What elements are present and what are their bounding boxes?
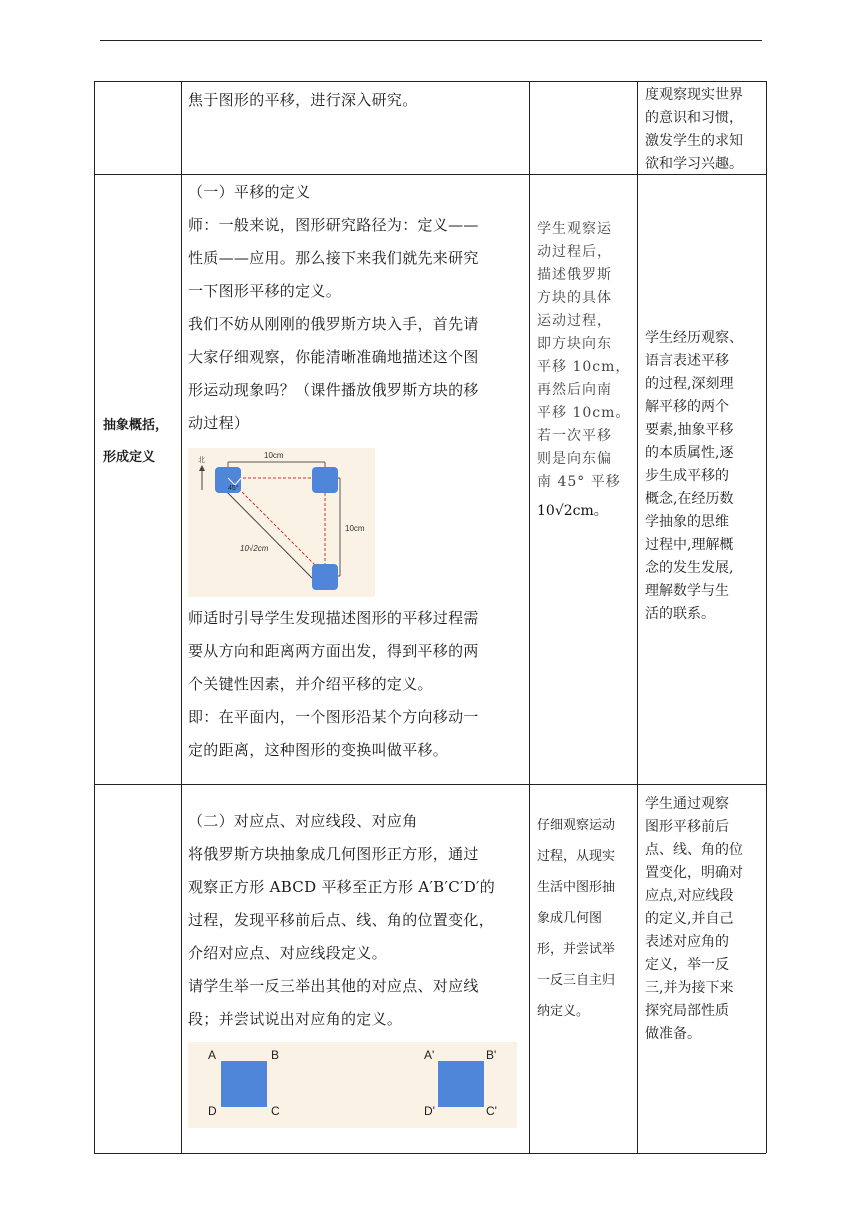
- text-line: 动过程）: [188, 414, 250, 432]
- text-line: 再然后向南: [537, 382, 612, 398]
- top-distance-label: 10cm: [264, 451, 284, 460]
- text-line: 表述对应角的: [645, 934, 729, 950]
- square-abcd: [221, 1061, 267, 1107]
- header-rule: [100, 40, 762, 41]
- text-line: 的定义,并自己: [645, 911, 734, 927]
- text-line: 念的发生发展,: [645, 560, 734, 576]
- text-line: 度观察现实世界: [645, 87, 743, 103]
- text-line: 师适时引导学生发现描述图形的平移过程需: [188, 609, 479, 627]
- table-border-top: [94, 81, 766, 82]
- row2-student-activity: [537, 218, 635, 523]
- north-arrow-head: [199, 465, 205, 471]
- text-line: 过程，从现实: [537, 849, 616, 864]
- text-line: 的意识和习惯，: [645, 110, 743, 126]
- table-border-bottom: [94, 1153, 766, 1154]
- row2-stage-label: [103, 410, 179, 474]
- row1-intent-text: [645, 84, 763, 176]
- text-line: 请学生举一反三举出其他的对应点、对应线: [188, 977, 479, 995]
- text-line: 即方块向东: [537, 336, 612, 352]
- text-line: 10√2cm。: [537, 503, 608, 519]
- text-line: 定义，举一反: [645, 957, 729, 973]
- col-divider-3: [637, 81, 638, 1153]
- text-line: 三,并为接下来: [645, 980, 734, 996]
- text-line: 学生通过观察: [645, 796, 729, 812]
- row3-student-activity: [537, 810, 633, 1027]
- text-line: 段；并尝试说出对应角的定义。: [188, 1010, 403, 1028]
- angle-label: 45°: [228, 485, 239, 492]
- text-line: 形，并尝试举: [537, 942, 616, 957]
- text-line: 的过程,深刻理: [645, 376, 734, 392]
- diagonal-path: [228, 478, 325, 575]
- text-line: 理解数学与生: [645, 583, 729, 599]
- text-line: 描述俄罗斯: [537, 267, 612, 283]
- text-line: 要从方向和距离两方面出发，得到平移的两: [188, 642, 479, 660]
- text-line: 介绍对应点、对应线段定义。: [188, 944, 387, 962]
- row3-main-text: [188, 805, 526, 1036]
- text-line: 动过程后，: [537, 244, 612, 260]
- text-line: 若一次平移: [537, 428, 612, 444]
- text-line: 性质——应用。那么接下来我们就先来研究: [188, 249, 479, 267]
- text-line: 一下图形平移的定义。: [188, 282, 342, 300]
- text-line: 形运动现象吗？（课件播放俄罗斯方块的移: [188, 381, 479, 399]
- vertex-label-a: A: [208, 1048, 217, 1062]
- text-line: 平移 10cm。: [537, 405, 631, 421]
- text-line: 仔细观察运动: [537, 818, 616, 833]
- text-line: 平移 10cm，: [537, 359, 631, 375]
- text-line: 激发学生的求知: [645, 133, 743, 149]
- text-line: 欲和学习兴趣。: [645, 156, 743, 172]
- text-line: 大家仔细观察，你能清晰准确地描述这个图: [188, 348, 479, 366]
- text-line: 探究局部性质: [645, 1003, 729, 1019]
- text-line: 应点,对应线段: [645, 888, 734, 904]
- text-line: 焦于图形的平移，进行深入研究。: [188, 91, 418, 109]
- row1-main-text: [188, 84, 524, 117]
- text-line: 点、线、角的位: [645, 842, 743, 858]
- text-line: 一反三自主归: [537, 973, 616, 988]
- text-line: 解平移的两个: [645, 399, 729, 415]
- text-line: 即：在平面内，一个图形沿某个方向移动一: [188, 708, 479, 726]
- text-line: 步生成平移的: [645, 468, 729, 484]
- text-line: 个关键性因素，并介绍平移的定义。: [188, 675, 433, 693]
- north-label: 北: [198, 457, 205, 464]
- col-divider-2: [529, 81, 530, 1153]
- translation-diagram: [188, 448, 375, 597]
- text-line: 抽象概括，: [103, 418, 169, 433]
- row-divider-2: [94, 784, 766, 785]
- text-line: 学抽象的思维: [645, 514, 729, 530]
- text-line: 南 45° 平移: [537, 474, 621, 490]
- diagonal-dimension-line: [221, 486, 316, 582]
- vertex-label-a-prime: A': [424, 1048, 435, 1062]
- tetris-translation-figure: [188, 448, 375, 597]
- text-line: 我们不妨从刚刚的俄罗斯方块入手，首先请: [188, 315, 479, 333]
- vertex-label-d-prime: D': [424, 1104, 435, 1118]
- text-line: 运动过程，: [537, 313, 612, 329]
- text-line: 形成定义: [103, 450, 156, 465]
- text-line: 要素,抽象平移: [645, 422, 734, 438]
- text-line: 活的联系。: [645, 606, 715, 622]
- diagonal-distance-label: 10√2cm: [240, 544, 269, 553]
- table-border-right: [766, 81, 767, 1153]
- row2-main-text-b: [188, 602, 526, 767]
- vertex-label-d: D: [208, 1104, 217, 1118]
- block-east: [312, 467, 338, 493]
- row2-design-intent: [645, 327, 765, 626]
- text-line: 过程中,理解概: [645, 537, 734, 553]
- text-line: 方块的具体: [537, 290, 612, 306]
- text-line: 做准备。: [645, 1026, 701, 1042]
- text-line: 置变化，明确对: [645, 865, 743, 881]
- vertex-label-b: B: [271, 1048, 280, 1062]
- square-abcd-prime: [438, 1061, 484, 1107]
- vertex-label-c: C: [271, 1104, 280, 1118]
- block-end: [312, 564, 338, 590]
- text-line: 观察正方形 ABCD 平移至正方形 A′B′C′D′的: [188, 878, 496, 896]
- vertex-label-b-prime: B': [486, 1048, 497, 1062]
- vertex-label-c-prime: C': [486, 1104, 497, 1118]
- text-line: 学生经历观察、: [645, 330, 743, 346]
- text-line: 概念,在经历数: [645, 491, 734, 507]
- text-line: 师：一般来说，图形研究路径为：定义——: [188, 216, 479, 234]
- text-line: 过程，发现平移前后点、线、角的位置变化，: [188, 911, 495, 929]
- text-line: 定的距离，这种图形的变换叫做平移。: [188, 741, 449, 759]
- square-translation-figure: [188, 1042, 517, 1128]
- col-divider-1: [181, 81, 182, 1153]
- text-line: 则是向东偏: [537, 451, 612, 467]
- right-distance-label: 10cm: [345, 524, 365, 533]
- text-line: 将俄罗斯方块抽象成几何图形正方形，通过: [188, 845, 479, 863]
- text-line: 图形平移前后: [645, 819, 729, 835]
- text-line: 生活中图形抽: [537, 880, 616, 895]
- text-line: （一）平移的定义: [188, 183, 311, 201]
- text-line: 的本质属性,逐: [645, 445, 734, 461]
- text-line: 纳定义。: [537, 1004, 590, 1019]
- row3-design-intent: [645, 793, 765, 1046]
- text-line: 学生观察运: [537, 221, 612, 237]
- text-line: （二）对应点、对应线段、对应角: [188, 812, 418, 830]
- table-border-left: [94, 81, 95, 1153]
- text-line: 象成几何图: [537, 911, 603, 926]
- text-line: 语言表述平移: [645, 353, 729, 369]
- row2-main-text-a: [188, 176, 526, 440]
